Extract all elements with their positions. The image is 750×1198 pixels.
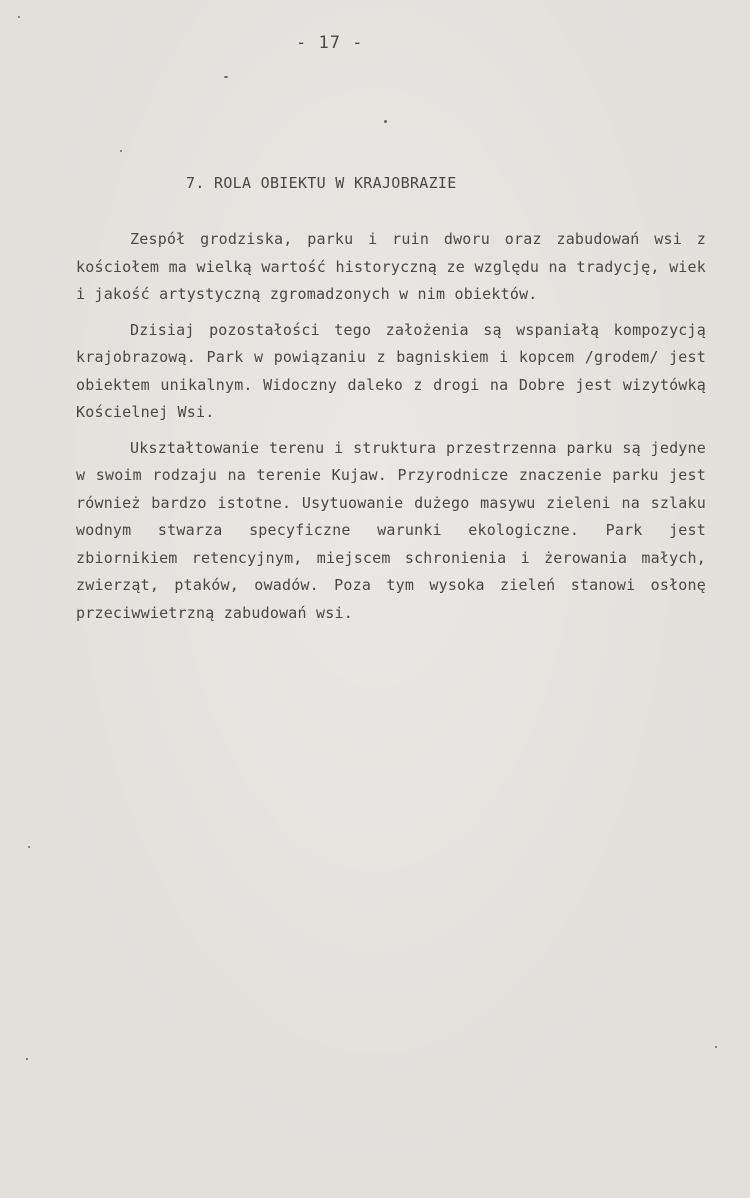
paragraph-2: Dzisiaj pozostałości tego założenia są wspaniałą kompozycją krajobrazową. Park w powiązaniu z bagniskiem i kopcem /grodem/ jest obiektem unikalnym. Widoczny daleko z drogi na Dobre jest wizytówką Kościelnej Wsi. [76,320,706,421]
paper-speck [224,76,228,78]
page-number: - 17 - [296,33,364,53]
paragraph-3: Ukształtowanie terenu i struktura przestrzenna parku są jedyne w swoim rodzaju na terenie Kujaw. Przyrodnicze znaczenie parku jest również bardzo istotne. Usytuowanie dużego masywu zieleni na szlaku wodnym stwarza specyficzne warunki ekologiczne. Park jest zbiornikiem retencyjnym, miejscem schronienia i żerowania małych, zwierząt, ptaków, owadów. Poza tym wysoka zieleń stanowi osłonę przeciwwietrzną zabudowań wsi. [76,438,706,622]
paper-speck [384,120,387,123]
paper-speck [715,1046,717,1048]
paper-speck [26,1058,28,1060]
paragraph-1: Zespół grodziska, parku i ruin dworu oraz zabudowań wsi z kościołem ma wielką wartość historyczną ze względu na tradycję, wiek i jakość artystyczną zgromadzonych w nim obiektów. [76,230,706,303]
paper-speck [120,150,122,152]
body-text [76,226,706,635]
paper-speck [28,846,30,848]
paper-speck [18,16,20,18]
section-title: 7. ROLA OBIEKTU W KRAJOBRAZIE [186,174,457,192]
